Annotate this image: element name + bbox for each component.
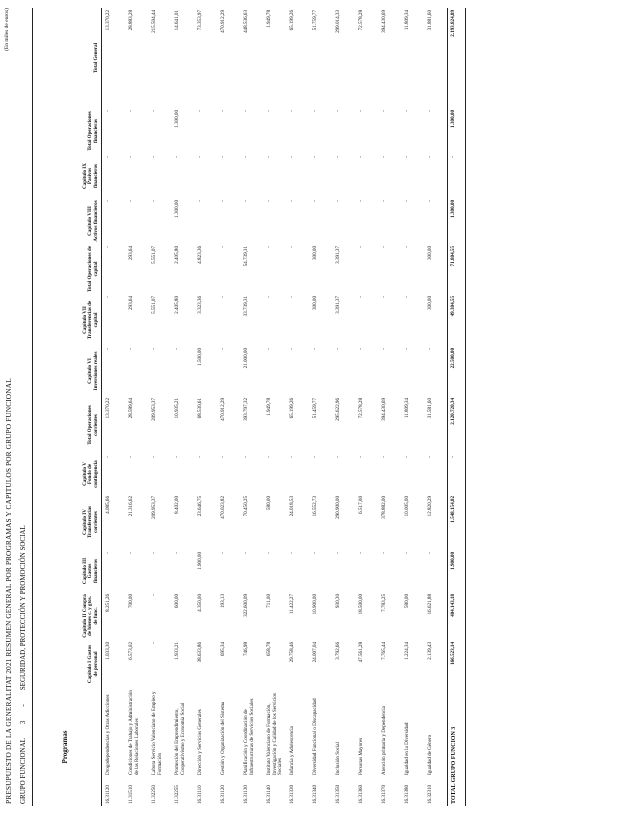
- table-cell: -: [289, 109, 295, 112]
- table-cell: 580,00: [266, 495, 272, 510]
- table-cell: 930,30: [335, 593, 341, 608]
- table-cell: 5.551,07: [151, 245, 157, 264]
- program-name: Infancia y Adolescencia: [289, 726, 295, 775]
- table-cell: 72.578,28: [358, 9, 364, 31]
- table-cell: -: [220, 551, 226, 554]
- table-cell: 13.370,22: [105, 9, 111, 31]
- table-cell: -: [105, 551, 111, 554]
- table-cell: -: [266, 347, 272, 350]
- table-cell: -: [404, 109, 410, 112]
- column-header: Total Operaciones de capital: [33, 244, 102, 294]
- table-cell: 51.459,77: [312, 397, 318, 419]
- table-cell: -: [128, 199, 134, 202]
- column-header: Programas: [33, 688, 102, 806]
- table-cell: -: [128, 155, 134, 158]
- table-cell: 293,64: [128, 245, 134, 260]
- table-cell: -: [105, 199, 111, 202]
- program-code: 16.32310: [427, 784, 433, 804]
- table-cell: 4.085,66: [105, 495, 111, 514]
- table-cell: -: [151, 347, 157, 350]
- table-cell: -: [220, 347, 226, 350]
- table-row: [309, 8, 332, 806]
- program-code: 16.31120: [220, 785, 226, 804]
- table-row: [332, 8, 355, 806]
- program-code: 16.31340: [312, 784, 318, 804]
- table-cell: 3.391,37: [335, 295, 341, 314]
- group-name: SEGURIDAD, PROTECCIÓN Y PROMOCIÓN SOCIAL: [19, 525, 27, 691]
- table-cell: 394.430,69: [381, 9, 387, 33]
- table-cell: -: [151, 593, 157, 596]
- program-code: 16.31380: [404, 784, 410, 804]
- program-code: 11.31510: [128, 785, 134, 804]
- table-cell: 448.536,63: [243, 9, 249, 33]
- table-cell: -: [151, 199, 157, 202]
- table-cell: 8.251,26: [105, 593, 111, 612]
- table-cell: 24.018,53: [289, 495, 295, 517]
- table-cell: 378.882,00: [381, 495, 387, 519]
- total-cell: 22.500,00: [448, 346, 466, 396]
- table-cell: -: [105, 295, 111, 298]
- table-cell: -: [266, 455, 272, 458]
- table-cell: -: [128, 109, 134, 112]
- table-cell: 65.199,26: [289, 9, 295, 31]
- table-cell: 24.007,04: [312, 641, 318, 663]
- total-cell: 71.804,55: [448, 244, 466, 294]
- table-cell: -: [289, 155, 295, 158]
- table-cell: -: [335, 109, 341, 112]
- total-cell: 1.900,00: [448, 550, 466, 592]
- table-cell: 54.739,31: [243, 245, 249, 267]
- table-cell: 295.622,96: [335, 397, 341, 421]
- program-code: 16.31370: [381, 784, 387, 804]
- table-cell: -: [335, 347, 341, 350]
- table-cell: 215.504,44: [151, 9, 157, 33]
- table-cell: -: [266, 199, 272, 202]
- table-cell: 7.783,25: [381, 593, 387, 612]
- table-cell: -: [151, 455, 157, 458]
- table-cell: 299.014,33: [335, 9, 341, 33]
- table-cell: 1.300,00: [174, 109, 180, 128]
- program-name: Atención primaria y Dependencia: [381, 706, 387, 775]
- program-name: Gestión y Organización del Sistema: [220, 701, 226, 775]
- table-cell: -: [404, 199, 410, 202]
- table-cell: -: [358, 551, 364, 554]
- table-cell: -: [358, 109, 364, 112]
- table-cell: -: [427, 347, 433, 350]
- header-row: [33, 8, 102, 806]
- program-code: 16.31140: [266, 785, 272, 804]
- table-row: [378, 8, 401, 806]
- total-cell: 404.143,18: [448, 592, 466, 640]
- table-cell: 300,00: [312, 245, 318, 260]
- table-cell: -: [266, 551, 272, 554]
- column-header: Capítulo V Fondo de contingencia: [33, 454, 102, 494]
- program-name: Drogodependencias y Otras Adicciones: [105, 694, 111, 775]
- table-cell: 600,00: [174, 593, 180, 608]
- table-cell: -: [358, 295, 364, 298]
- group-dash: -: [19, 704, 27, 707]
- total-cell: 49.304,55: [448, 294, 466, 346]
- program-name: Dirección y Servicios Generales: [197, 709, 203, 775]
- table-cell: 209.953,37: [151, 397, 157, 421]
- document-title: PRESUPUESTO DE LA GENERALITAT 2021 RESUMEN GENERAL POR PROGRAMAS Y CAPITULOS POR GRUPO FUNCIONAL: [4, 378, 13, 804]
- units-note: (En miles de euros): [4, 8, 10, 51]
- table-cell: 711,00: [266, 593, 272, 608]
- table-cell: -: [335, 199, 341, 202]
- table-cell: -: [427, 551, 433, 554]
- table-cell: -: [335, 455, 341, 458]
- table-row: [240, 8, 263, 806]
- table-cell: -: [197, 199, 203, 202]
- table-cell: -: [220, 109, 226, 112]
- table-row: [355, 8, 378, 806]
- table-cell: 1.949,78: [266, 9, 272, 28]
- table-cell: 1.300,00: [174, 199, 180, 218]
- table-row: [424, 8, 448, 806]
- table-cell: 31.881,60: [427, 9, 433, 31]
- table-cell: -: [174, 155, 180, 158]
- total-cell: 2.120.720,34: [448, 396, 466, 454]
- table-cell: -: [312, 155, 318, 158]
- table-cell: -: [151, 109, 157, 112]
- column-header: Capítulo VI Inversiones reales: [33, 346, 102, 396]
- column-header: Capítulo I Gastos de personal: [33, 640, 102, 688]
- table-cell: 580,00: [404, 593, 410, 608]
- table-cell: 209.953,37: [151, 495, 157, 519]
- table-cell: 14.641,01: [174, 9, 180, 31]
- table-cell: -: [312, 455, 318, 458]
- table-cell: -: [243, 551, 249, 554]
- table-cell: 394.430,69: [381, 397, 387, 421]
- table-cell: -: [427, 109, 433, 112]
- table-cell: -: [128, 347, 134, 350]
- program-code: 16.31360: [358, 784, 364, 804]
- column-header: Capítulo VII Transferencias de capital: [33, 294, 102, 346]
- table-cell: 38.633,86: [197, 641, 203, 663]
- program-code: 16.31110: [197, 785, 203, 804]
- table-cell: 470.912,29: [220, 397, 226, 421]
- table-cell: 322.600,09: [243, 593, 249, 617]
- table-cell: 193,13: [220, 593, 226, 608]
- table-cell: -: [381, 245, 387, 248]
- table-cell: 21.316,62: [128, 495, 134, 517]
- table-cell: -: [243, 155, 249, 158]
- table-cell: -: [381, 109, 387, 112]
- table-cell: -: [151, 641, 157, 644]
- table-cell: 700,00: [128, 593, 134, 608]
- table-cell: -: [197, 455, 203, 458]
- table-cell: -: [404, 455, 410, 458]
- table-cell: 2.405,80: [174, 295, 180, 314]
- table-cell: -: [358, 347, 364, 350]
- table-row: [401, 8, 424, 806]
- total-cell: 2.193.824,89: [448, 8, 466, 108]
- table-row: [102, 8, 126, 806]
- table-row: [171, 8, 194, 806]
- table-cell: 8.402,00: [174, 495, 180, 514]
- table-cell: -: [289, 295, 295, 298]
- table-cell: -: [197, 109, 203, 112]
- table-cell: -: [358, 245, 364, 248]
- table-cell: 6.573,02: [128, 641, 134, 660]
- table-cell: -: [105, 109, 111, 112]
- total-cell: 1.548.154,02: [448, 494, 466, 550]
- table-cell: 3.323,36: [197, 295, 203, 314]
- table-cell: -: [197, 155, 203, 158]
- table-cell: -: [243, 455, 249, 458]
- group-label: GRUPO FUNCIONAL: [19, 738, 27, 804]
- program-name: Diversidad Funcional o Discapacidad: [312, 698, 318, 775]
- program-name: Promoción del Emprendimiento, Cooperativismo y Economía Social: [174, 702, 186, 775]
- column-header: Capítulo III Gastos financieros: [33, 550, 102, 592]
- program-code: 16.31120: [105, 785, 111, 804]
- program-code: 16.31330: [289, 784, 295, 804]
- column-header: Capítulo IX Pasivos financieros: [33, 154, 102, 198]
- table-cell: 290.900,00: [335, 495, 341, 519]
- program-code: 11.32255: [174, 785, 180, 804]
- table-cell: 10.935,21: [174, 397, 180, 419]
- table-cell: -: [243, 109, 249, 112]
- table-cell: 746,98: [243, 641, 249, 656]
- table-cell: 3.391,37: [335, 245, 341, 264]
- table-cell: -: [105, 155, 111, 158]
- table-cell: -: [266, 109, 272, 112]
- table-cell: 658,78: [266, 641, 272, 656]
- table-cell: -: [358, 199, 364, 202]
- table-cell: 29.758,46: [289, 641, 295, 663]
- table-cell: -: [289, 347, 295, 350]
- table-cell: 11.809,34: [404, 9, 410, 31]
- table-cell: -: [358, 155, 364, 158]
- program-name: Igualdad de Género: [427, 734, 433, 775]
- table-cell: -: [312, 551, 318, 554]
- program-name: Personas Mayores: [358, 737, 364, 775]
- group-number: 3: [19, 720, 27, 725]
- table-cell: 10.005,00: [404, 495, 410, 517]
- table-cell: -: [105, 245, 111, 248]
- table-cell: -: [174, 551, 180, 554]
- column-header: Capítulo IV Transferencias corrientes: [33, 494, 102, 550]
- table-cell: -: [289, 199, 295, 202]
- table-cell: -: [381, 199, 387, 202]
- program-name: Instituto Valenciano de Formación, Investigación y Calidad de los Servicios Sociales: [266, 693, 283, 775]
- table-cell: -: [404, 551, 410, 554]
- table-cell: 6.517,00: [358, 495, 364, 514]
- budget-table: [32, 8, 466, 806]
- table-cell: -: [151, 155, 157, 158]
- table-cell: 393.797,32: [243, 397, 249, 421]
- table-cell: -: [404, 155, 410, 158]
- table-cell: 470.023,82: [220, 495, 226, 519]
- table-cell: 2.139,43: [427, 641, 433, 660]
- table-cell: 300,00: [312, 295, 318, 310]
- table-cell: 11.809,34: [404, 397, 410, 419]
- table-cell: -: [266, 155, 272, 158]
- table-cell: 1.933,21: [174, 641, 180, 660]
- table-cell: 51.759,77: [312, 9, 318, 31]
- table-cell: -: [404, 295, 410, 298]
- table-cell: 72.578,28: [358, 397, 364, 419]
- table-cell: 1.033,30: [105, 641, 111, 660]
- program-code: 16.31130: [243, 785, 249, 804]
- table-cell: 28.589,64: [128, 397, 134, 419]
- table-cell: 31.581,60: [427, 397, 433, 419]
- table-cell: -: [289, 551, 295, 554]
- table-cell: -: [404, 347, 410, 350]
- table-cell: 2.405,80: [174, 245, 180, 264]
- table-cell: -: [312, 347, 318, 350]
- table-cell: -: [404, 245, 410, 248]
- table-cell: 7.765,44: [381, 641, 387, 660]
- table-cell: -: [358, 455, 364, 458]
- total-cell: 166.523,14: [448, 640, 466, 688]
- table-row: [148, 8, 171, 806]
- table-cell: -: [312, 109, 318, 112]
- table-cell: 23.646,75: [197, 495, 203, 517]
- table-cell: 16.552,73: [312, 495, 318, 517]
- table-cell: -: [174, 455, 180, 458]
- column-header: Total Operaciones financieras: [33, 108, 102, 154]
- table-cell: -: [243, 199, 249, 202]
- table-cell: 5.551,07: [151, 295, 157, 314]
- table-cell: -: [266, 295, 272, 298]
- table-cell: -: [105, 347, 111, 350]
- program-name: Labora Servicio Valenciano de Empleo y Formación: [151, 691, 163, 775]
- table-cell: 28.883,28: [128, 9, 134, 31]
- table-cell: -: [105, 455, 111, 458]
- table-cell: -: [220, 295, 226, 298]
- table-cell: 33.739,31: [243, 295, 249, 317]
- table-cell: 10.900,00: [312, 593, 318, 615]
- table-cell: 11.422,27: [289, 593, 295, 615]
- functional-group-line: [19, 525, 27, 804]
- column-header: Total General: [33, 8, 102, 108]
- table-cell: -: [220, 155, 226, 158]
- table-cell: 4.350,00: [197, 593, 203, 612]
- table-cell: -: [151, 551, 157, 554]
- table-cell: -: [128, 455, 134, 458]
- table-cell: 16.621,88: [427, 593, 433, 615]
- table-cell: -: [381, 551, 387, 554]
- table-cell: 470.912,29: [220, 9, 226, 33]
- table-cell: -: [312, 199, 318, 202]
- program-code: 16.31350: [335, 784, 341, 804]
- total-cell: 1.300,00: [448, 108, 466, 154]
- table-cell: -: [174, 347, 180, 350]
- table-cell: -: [220, 245, 226, 248]
- table-cell: 18.500,00: [358, 593, 364, 615]
- table-cell: -: [381, 455, 387, 458]
- column-header: Capítulo VIII Activos financieros: [33, 198, 102, 244]
- table-cell: -: [266, 245, 272, 248]
- table-cell: -: [220, 455, 226, 458]
- table-cell: -: [381, 347, 387, 350]
- table-cell: 3.792,66: [335, 641, 341, 660]
- table-cell: 65.199,26: [289, 397, 295, 419]
- table-cell: 13.370,22: [105, 397, 111, 419]
- table-cell: 1.900,00: [197, 551, 203, 570]
- table-body: [102, 8, 466, 806]
- table-row: [125, 8, 148, 806]
- table-cell: -: [381, 295, 387, 298]
- table-row: [217, 8, 240, 806]
- program-name: Inclusión Social: [335, 742, 341, 775]
- table-row: [194, 8, 217, 806]
- table-cell: -: [335, 551, 341, 554]
- column-header: Total Operaciones corrientes: [33, 396, 102, 454]
- table-cell: -: [289, 245, 295, 248]
- column-header: Capítulo II Compra de bienes c. y gtos. de func.: [33, 592, 102, 640]
- table-cell: 1.224,34: [404, 641, 410, 660]
- table-cell: 1.500,00: [197, 347, 203, 366]
- program-code: 11.32250: [151, 785, 157, 804]
- table-cell: -: [289, 455, 295, 458]
- table-cell: 300,00: [427, 295, 433, 310]
- table-cell: 21.000,00: [243, 347, 249, 369]
- table-cell: 293,64: [128, 295, 134, 310]
- table-row: [286, 8, 309, 806]
- table-cell: -: [427, 199, 433, 202]
- table-cell: 695,34: [220, 641, 226, 656]
- program-name: Igualdad en la Diversidad: [404, 722, 410, 775]
- table-cell: -: [427, 155, 433, 158]
- table-cell: 12.820,29: [427, 495, 433, 517]
- table-cell: -: [220, 199, 226, 202]
- program-name: Planificación y Coordinación de Infraestructuras de Servicios Sociales: [243, 698, 255, 775]
- table-cell: -: [427, 455, 433, 458]
- table-cell: 70.450,25: [243, 495, 249, 517]
- total-row: [448, 8, 466, 806]
- total-cell: -: [448, 454, 466, 494]
- table-cell: 300,00: [427, 245, 433, 260]
- table-cell: -: [128, 551, 134, 554]
- table-cell: -: [335, 155, 341, 158]
- total-cell: -: [448, 154, 466, 198]
- program-name: Condiciones de Trabajo y Administración de las Relaciones Laborales: [128, 690, 140, 775]
- total-label: TOTAL GRUPO FUNCION 3: [448, 688, 466, 806]
- table-cell: 73.353,97: [197, 9, 203, 31]
- table-cell: 47.561,28: [358, 641, 364, 663]
- table-cell: -: [381, 155, 387, 158]
- total-cell: 1.300,00: [448, 198, 466, 244]
- table-row: [263, 8, 286, 806]
- table-cell: 4.823,36: [197, 245, 203, 264]
- table-cell: 1.949,78: [266, 397, 272, 416]
- table-cell: 68.530,61: [197, 397, 203, 419]
